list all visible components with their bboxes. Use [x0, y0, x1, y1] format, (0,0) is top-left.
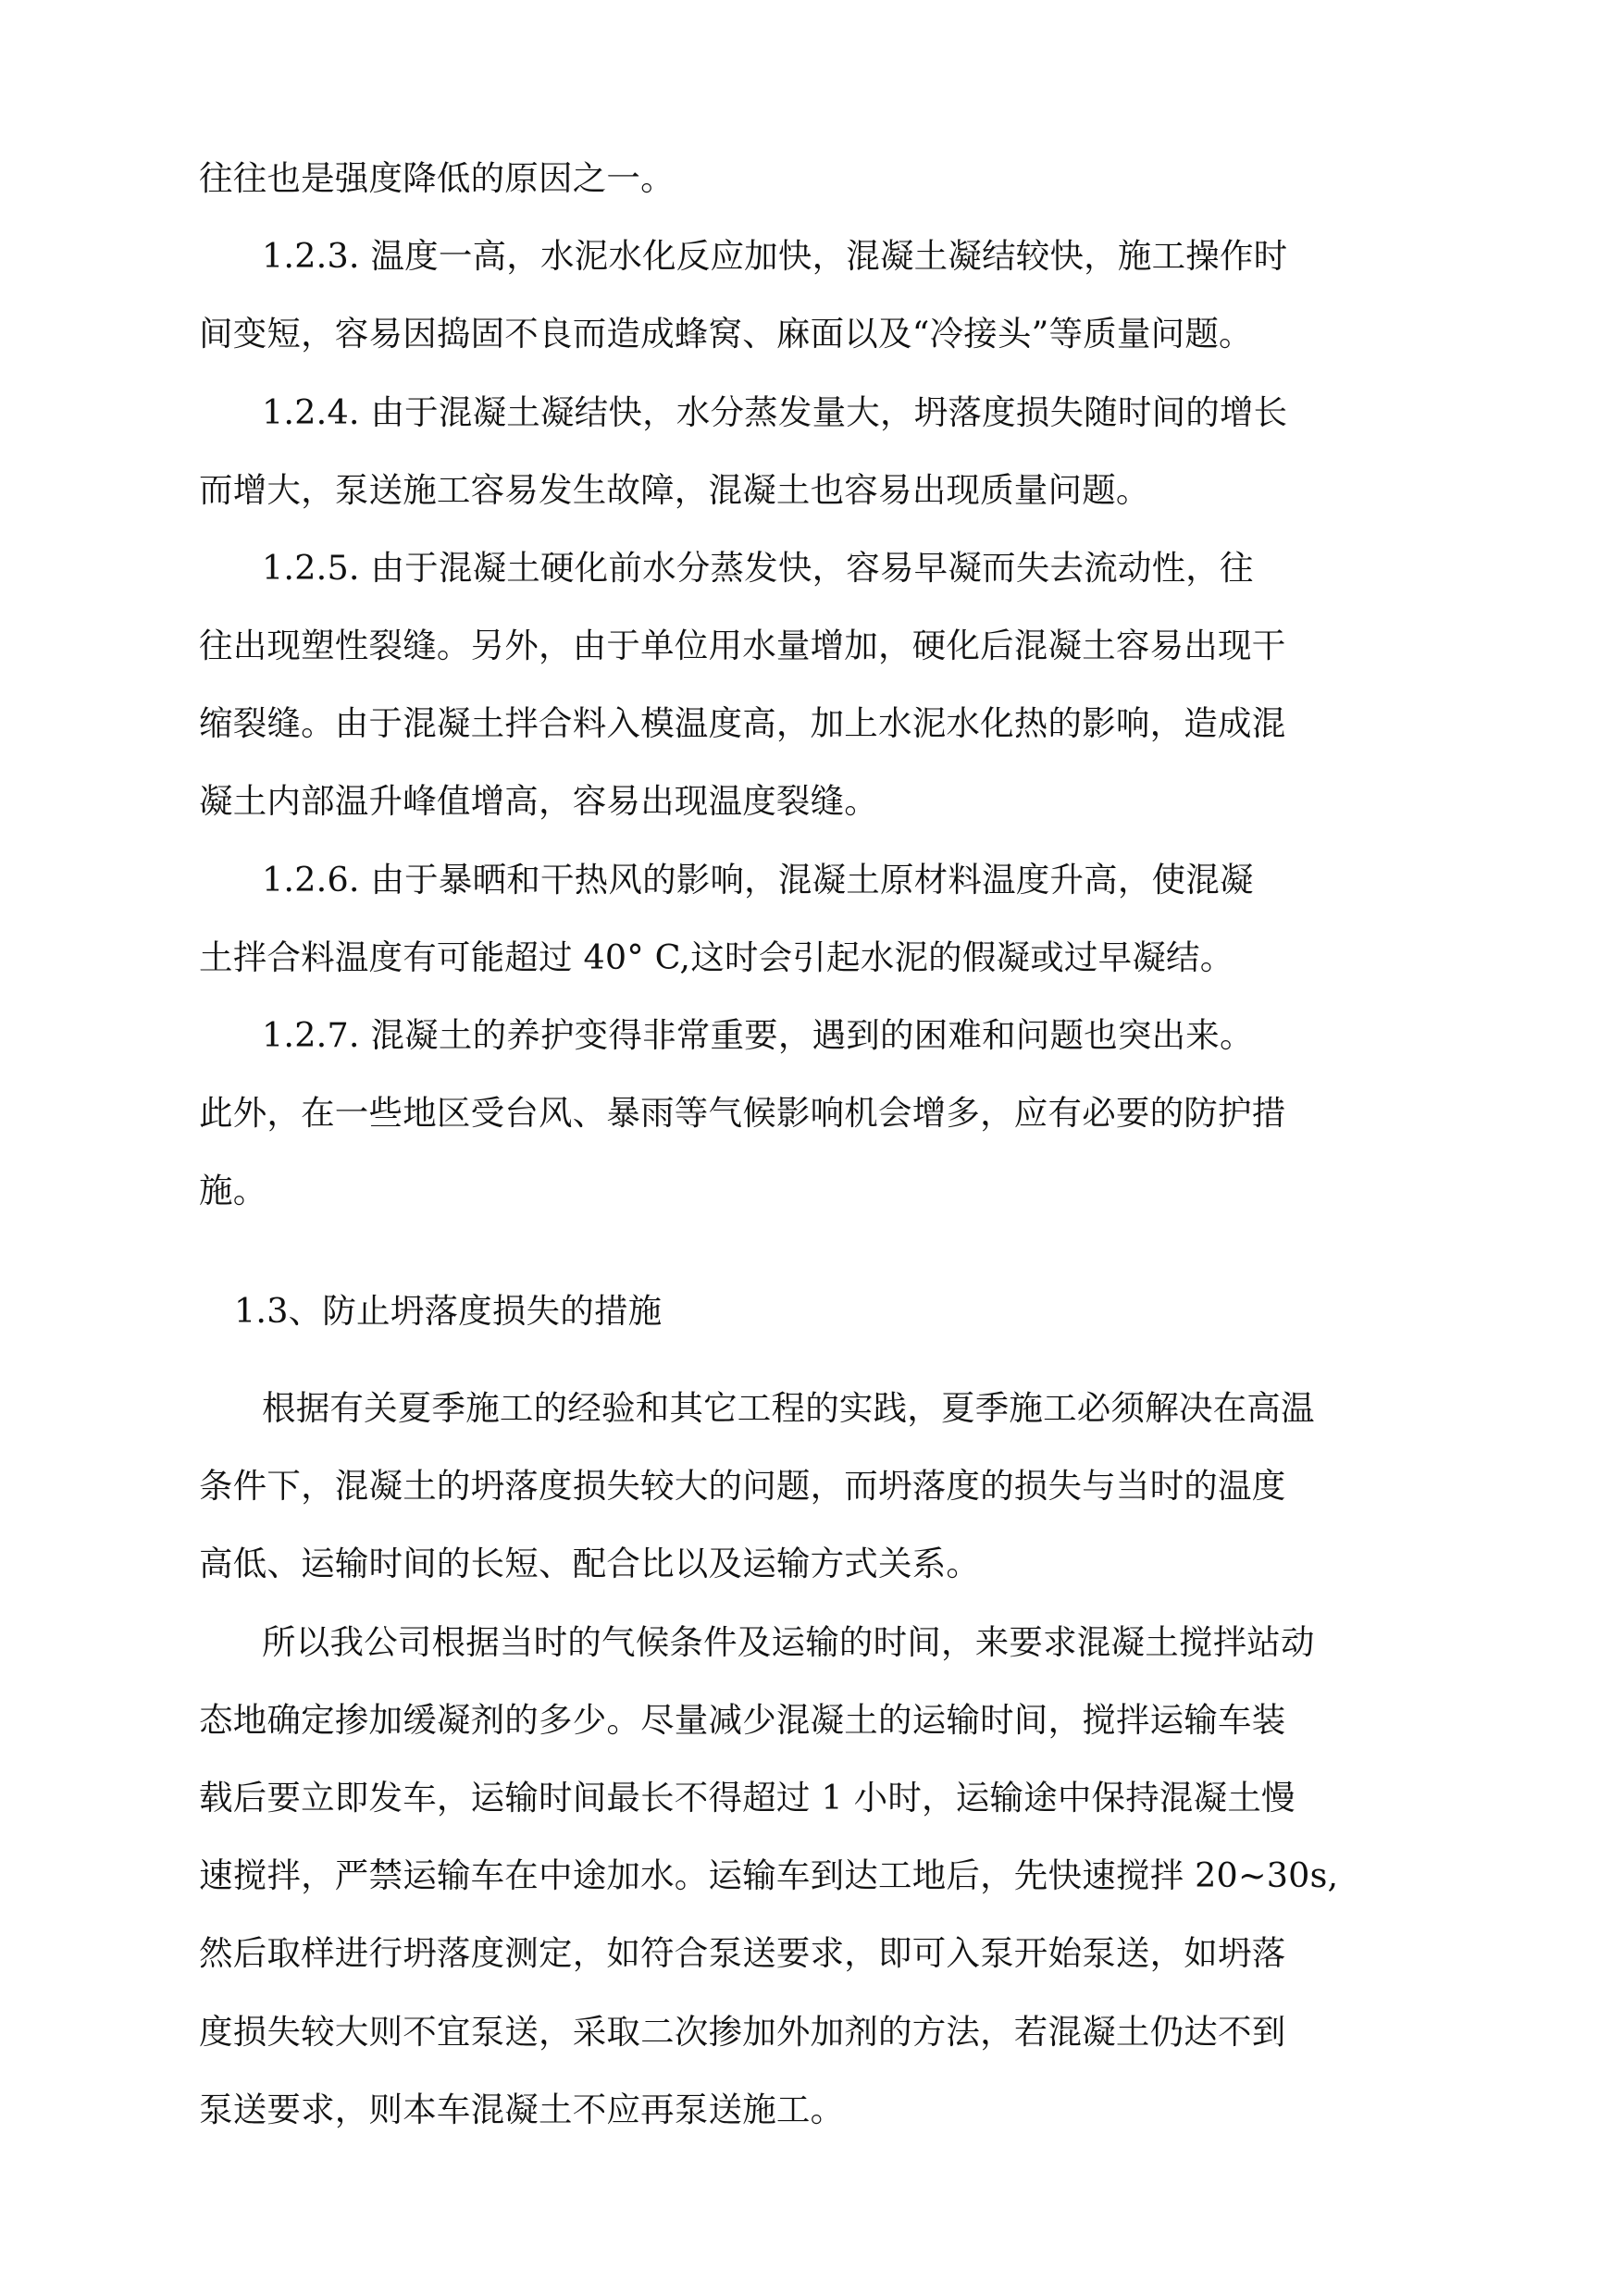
text-line: 缩裂缝。由于混凝土拌合料入模温度高，加上水泥水化热的影响，造成混 — [199, 703, 1286, 743]
text-line: 此外，在一些地区受台风、暴雨等气候影响机会增多，应有必要的防护措 — [199, 1093, 1286, 1133]
text-line: 然后取样进行坍落度测定，如符合泵送要求，即可入泵开始泵送，如坍落 — [199, 1933, 1286, 1973]
text-line: 间变短，容易因捣固不良而造成蜂窝、麻面以及“冷接头”等质量问题。 — [199, 314, 1253, 354]
text-line: 1.2.4. 由于混凝土凝结快，水分蒸发量大，坍落度损失随时间的增长 — [262, 392, 1288, 432]
text-line: 态地确定掺加缓凝剂的多少。尽量减少混凝土的运输时间，搅拌运输车装 — [199, 1700, 1286, 1740]
text-line: 条件下，混凝土的坍落度损失较大的问题，而坍落度的损失与当时的温度 — [199, 1466, 1286, 1506]
text-line: 泵送要求，则本车混凝土不应再泵送施工。 — [199, 2090, 845, 2129]
text-line: 往出现塑性裂缝。另外，由于单位用水量增加，硬化后混凝土容易出现干 — [199, 626, 1286, 665]
text-line: 高低、运输时间的长短、配合比以及运输方式关系。 — [199, 1544, 981, 1583]
text-line: 施。 — [199, 1171, 267, 1210]
section-heading: 1.3、防止坍落度损失的措施 — [234, 1291, 663, 1331]
text-line: 1.2.3. 温度一高，水泥水化反应加快，混凝土凝结较快，施工操作时 — [262, 236, 1288, 276]
text-line: 往往也是强度降低的原因之一。 — [199, 158, 675, 198]
text-line: 土拌合料温度有可能超过 40° C,这时会引起水泥的假凝或过早凝结。 — [199, 937, 1234, 977]
text-line: 根据有关夏季施工的经验和其它工程的实践，夏季施工必须解决在高温 — [262, 1388, 1315, 1428]
text-line: 载后要立即发车，运输时间最长不得超过 1 小时，运输途中保持混凝土慢 — [199, 1778, 1295, 1817]
text-line: 而增大，泵送施工容易发生故障，混凝土也容易出现质量问题。 — [199, 470, 1150, 510]
text-line: 凝土内部温升峰值增高，容易出现温度裂缝。 — [199, 781, 878, 821]
text-line: 度损失较大则不宜泵送，采取二次掺加外加剂的方法，若混凝土仍达不到 — [199, 2012, 1286, 2052]
text-line: 1.2.7. 混凝土的养护变得非常重要，遇到的困难和问题也突出来。 — [262, 1015, 1254, 1055]
text-line: 速搅拌，严禁运输车在中途加水。运输车到达工地后，先快速搅拌 20~30s, — [199, 1855, 1339, 1895]
text-line: 所以我公司根据当时的气候条件及运输的时间，来要求混凝土搅拌站动 — [262, 1622, 1315, 1662]
text-line: 1.2.5. 由于混凝土硬化前水分蒸发快，容易早凝而失去流动性，往 — [262, 548, 1254, 588]
text-line: 1.2.6. 由于暴晒和干热风的影响，混凝土原材料温度升高，使混凝 — [262, 860, 1254, 899]
